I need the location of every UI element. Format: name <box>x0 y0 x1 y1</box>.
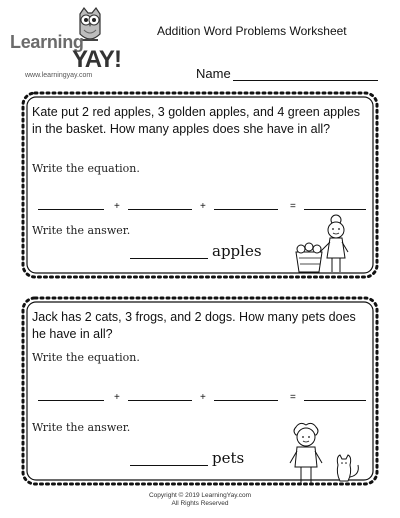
addend-blank-1[interactable] <box>38 208 104 210</box>
girl-with-apple-basket-icon <box>290 212 362 276</box>
sum-blank[interactable] <box>304 208 366 210</box>
problem-card-1 <box>20 90 380 280</box>
name-field-row <box>196 66 378 81</box>
copyright-footer <box>0 492 400 508</box>
boy-with-cat-icon <box>282 421 364 487</box>
equals-sign: = <box>290 201 296 212</box>
plus-sign: + <box>200 392 206 403</box>
rights-text: All Rights Reserved <box>171 500 229 507</box>
learning-yay-logo <box>10 6 135 84</box>
equation-row <box>38 196 368 210</box>
addend-blank-3[interactable] <box>214 399 278 401</box>
logo-text-yay: YAY! <box>72 46 121 73</box>
logo-website: www.learningyay.com <box>25 72 93 79</box>
addend-blank-3[interactable] <box>214 208 278 210</box>
worksheet-title: Addition Word Problems Worksheet <box>157 24 347 38</box>
problem-question: Kate put 2 red apples, 3 golden apples, and 4 green apples in the basket. How many apples does she have in all? <box>32 105 361 136</box>
problem-card-2 <box>20 295 380 487</box>
copyright-text: Copyright © 2019 LearningYay.com <box>148 492 252 499</box>
answer-row <box>130 244 262 259</box>
equation-hint: Write the equation. <box>32 351 140 364</box>
plus-sign: + <box>114 392 120 403</box>
addend-blank-2[interactable] <box>128 399 192 401</box>
equals-sign: = <box>290 392 296 403</box>
plus-sign: + <box>114 201 120 212</box>
addend-blank-2[interactable] <box>128 208 192 210</box>
sum-blank[interactable] <box>304 399 366 401</box>
answer-blank[interactable] <box>130 257 208 259</box>
equation-row <box>38 387 368 401</box>
addend-blank-1[interactable] <box>38 399 104 401</box>
answer-blank[interactable] <box>130 464 208 466</box>
plus-sign: + <box>200 201 206 212</box>
answer-row <box>130 451 244 466</box>
answer-unit: apples <box>212 242 262 260</box>
equation-hint: Write the equation. <box>32 162 140 175</box>
logo-text-learning: Learning <box>10 32 84 52</box>
name-label: Name <box>196 66 231 81</box>
answer-hint: Write the answer. <box>32 224 131 237</box>
answer-hint: Write the answer. <box>32 421 131 434</box>
name-input-line[interactable] <box>233 68 378 81</box>
problem-question: Jack has 2 cats, 3 frogs, and 2 dogs. How many pets does he have in all? <box>32 310 356 341</box>
answer-unit: pets <box>212 449 245 467</box>
